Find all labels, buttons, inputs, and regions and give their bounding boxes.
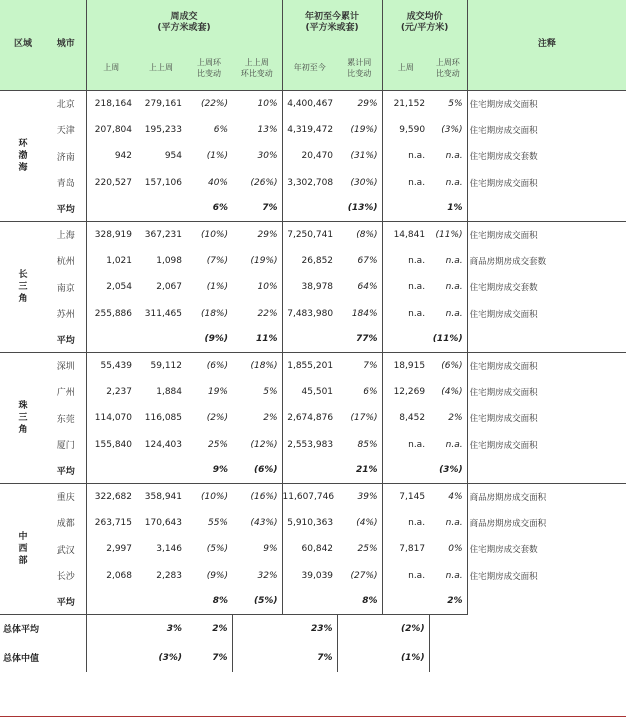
total-yoy: 7% (317, 652, 333, 663)
subheader-pwow-line2: 环比变动 (240, 68, 273, 78)
yoy-change: 6% (363, 386, 378, 397)
price-wow-change: 2% (448, 413, 463, 424)
header-price-unit: (元/平方米) (400, 23, 449, 33)
ytd-value: 26,852 (282, 248, 337, 275)
yoy-change: (30%) (350, 177, 378, 188)
region-char: 西 (18, 543, 28, 554)
header-weekly-unit: (平方米或套) (157, 23, 211, 33)
pwow-change: (16%) (232, 483, 282, 510)
prev-week-value: 59,112 (136, 352, 186, 379)
yoy-change: (27%) (350, 570, 378, 581)
empty-cell (232, 614, 282, 643)
ytd-value: 2,553,983 (282, 432, 337, 459)
region-char: 角 (18, 424, 28, 435)
avg-wow: 6% (212, 203, 228, 214)
prev-week-value: 2,283 (156, 570, 182, 581)
group-average-row (0, 458, 626, 483)
subheader-prev-week: 上上周 (136, 46, 186, 90)
last-week-value: 2,997 (86, 536, 136, 563)
subheader-price-wow-line1: 上周环 (435, 57, 460, 67)
avg-price: 21,152 (382, 90, 429, 117)
avg-pwow: (5%) (254, 596, 278, 607)
note-text: 住宅期房成交面积 (467, 221, 626, 248)
wow-change: 19% (207, 386, 228, 397)
table-row (0, 432, 626, 459)
wow-change: (7%) (206, 255, 228, 266)
empty-cell (86, 458, 136, 483)
city-name: 成都 (56, 519, 75, 530)
header-weekly-group (86, 0, 282, 46)
yoy-change: (19%) (350, 124, 378, 135)
region-char: 三 (18, 281, 28, 292)
price-wow-change: 4% (429, 483, 467, 510)
ytd-value: 7,483,980 (282, 301, 337, 328)
pwow-change: 29% (232, 221, 282, 248)
price-wow-change: n.a. (445, 308, 463, 319)
subheader-wow-line2: 比变动 (197, 68, 221, 78)
note-text: 住宅期房成交面积 (467, 352, 626, 379)
ytd-value: 39,039 (282, 563, 337, 590)
table-row (0, 301, 626, 328)
wow-change: (18%) (200, 308, 228, 319)
empty-cell (136, 589, 186, 614)
region-char: 海 (18, 162, 28, 173)
yoy-change: 25% (357, 544, 378, 555)
prev-week-value: 954 (164, 151, 182, 162)
ytd-value: 20,470 (282, 143, 337, 170)
prev-week-value: 124,403 (144, 439, 182, 450)
header-ytd-title: 年初至今累计 (305, 12, 360, 22)
empty-cell (136, 458, 186, 483)
pwow-change: (43%) (250, 517, 278, 528)
region-label (0, 352, 46, 483)
avg-yoy: (13%) (347, 203, 378, 214)
city-name: 厦门 (56, 441, 75, 452)
note-text: 住宅期房成交面积 (467, 379, 626, 406)
total-wow: 3% (136, 614, 186, 643)
yoy-change: (17%) (350, 413, 378, 424)
last-week-value: 263,715 (86, 510, 136, 537)
prev-week-value: 1,884 (156, 386, 182, 397)
subheader-price-wow (429, 46, 467, 90)
table-row (0, 379, 626, 406)
note-text: 商品房期房成交面积 (467, 510, 626, 537)
wow-change: 25% (207, 439, 228, 450)
avg-wow: (9%) (204, 334, 228, 345)
total-wow: (3%) (158, 652, 182, 663)
note-text: 住宅期房成交面积 (467, 170, 626, 197)
region-label (0, 483, 46, 614)
pwow-change: 10% (232, 90, 282, 117)
prev-week-value: 170,643 (144, 517, 182, 528)
pwow-change: (26%) (250, 177, 278, 188)
price-wow-change: n.a. (445, 255, 463, 266)
table-row (0, 405, 626, 432)
subheader-yoy (337, 46, 382, 90)
ytd-value: 7,250,741 (282, 221, 337, 248)
table-row (0, 221, 626, 248)
region-char: 珠 (18, 400, 28, 411)
avg-price: 7,817 (382, 536, 429, 563)
ytd-value: 45,501 (282, 379, 337, 406)
ytd-value: 4,400,467 (282, 90, 337, 117)
pwow-change: 30% (257, 151, 278, 162)
empty-cell (382, 327, 429, 352)
total-row (0, 643, 626, 672)
subheader-wow (186, 46, 232, 90)
last-week-value: 218,164 (86, 90, 136, 117)
price-wow-change: n.a. (445, 570, 463, 581)
avg-price: n.a. (382, 143, 429, 170)
last-week-value: 2,054 (86, 274, 136, 301)
empty-cell (86, 643, 136, 672)
city-name: 重庆 (46, 483, 86, 510)
wow-change: (10%) (186, 221, 232, 248)
empty-cell (282, 458, 337, 483)
region-char: 环 (18, 138, 28, 149)
wow-change: (1%) (206, 151, 228, 162)
note-text: 住宅期房成交套数 (467, 536, 626, 563)
last-week-value: 328,919 (86, 221, 136, 248)
total-yoy: 23% (282, 614, 337, 643)
yoy-change: 7% (337, 352, 382, 379)
price-wow-change: 0% (448, 544, 463, 555)
last-week-value: 155,840 (86, 432, 136, 459)
ytd-value: 2,674,876 (282, 405, 337, 432)
empty-cell (86, 589, 136, 614)
empty-cell (467, 589, 626, 614)
city-name: 天津 (56, 126, 75, 137)
yoy-change: 85% (357, 439, 378, 450)
pwow-change: 10% (257, 282, 278, 293)
header-price-group (382, 0, 467, 46)
prev-week-value: 311,465 (144, 308, 182, 319)
avg-price-wow: 1% (447, 203, 463, 214)
pwow-change: 5% (263, 386, 278, 397)
last-week-value: 322,682 (86, 483, 136, 510)
wow-change: (5%) (206, 544, 228, 555)
price-wow-change: (6%) (429, 352, 467, 379)
avg-price: n.a. (382, 563, 429, 590)
pwow-change: (12%) (250, 439, 278, 450)
header-price-title: 成交均价 (406, 12, 443, 22)
prev-week-value: 157,106 (144, 177, 182, 188)
price-wow-change: (4%) (441, 386, 463, 397)
wow-change: 6% (213, 124, 228, 135)
table-row (0, 170, 626, 197)
yoy-change: 29% (337, 90, 382, 117)
table-row (0, 90, 626, 117)
last-week-value: 2,237 (86, 379, 136, 406)
avg-price: n.a. (382, 432, 429, 459)
header-city: 城市 (46, 0, 86, 90)
avg-price: 9,590 (382, 117, 429, 144)
total-price-wow: (2%) (382, 614, 429, 643)
region-char: 三 (18, 412, 28, 423)
header-ytd-unit: (平方米或套) (305, 23, 359, 33)
ytd-value: 5,910,363 (282, 510, 337, 537)
subheader-ytd: 年初至今 (282, 46, 337, 90)
price-wow-change: n.a. (445, 517, 463, 528)
ytd-value: 1,855,201 (282, 352, 337, 379)
empty-cell (467, 458, 626, 483)
empty-cell (382, 196, 429, 221)
total-label: 总体中值 (3, 654, 40, 664)
note-text: 住宅期房成交面积 (467, 301, 626, 328)
avg-price: 14,841 (382, 221, 429, 248)
avg-price: 18,915 (382, 352, 429, 379)
wow-change: (1%) (206, 282, 228, 293)
header-note: 注释 (467, 0, 626, 90)
region-char: 长 (18, 269, 28, 280)
yoy-change: (8%) (337, 221, 382, 248)
city-name: 广州 (56, 388, 75, 399)
subheader-last-week: 上周 (86, 46, 136, 90)
avg-wow: 9% (212, 465, 228, 476)
city-name: 深圳 (46, 352, 86, 379)
last-week-value: 1,021 (86, 248, 136, 275)
price-wow-change: (3%) (441, 124, 463, 135)
price-wow-change: 5% (429, 90, 467, 117)
bottom-rule (0, 716, 626, 717)
subheader-pwow (232, 46, 282, 90)
avg-price-wow: (11%) (432, 334, 463, 345)
wow-change: (10%) (186, 483, 232, 510)
note-text: 商品房期房成交面积 (467, 483, 626, 510)
avg-price: n.a. (382, 274, 429, 301)
prev-week-value: 116,085 (144, 413, 182, 424)
average-label: 平均 (56, 204, 75, 215)
yoy-change: 39% (337, 483, 382, 510)
subheader-yoy-line2: 比变动 (347, 68, 372, 78)
empty-cell (232, 643, 282, 672)
pwow-change: 32% (257, 570, 278, 581)
empty-cell (429, 643, 467, 672)
ytd-value: 38,978 (282, 274, 337, 301)
region-char: 角 (18, 293, 28, 304)
note-text: 住宅期房成交面积 (467, 90, 626, 117)
wow-change: 40% (207, 177, 228, 188)
region-char: 中 (18, 531, 28, 542)
average-label: 平均 (56, 466, 75, 477)
last-week-value: 114,070 (86, 405, 136, 432)
wow-change: (9%) (206, 570, 228, 581)
avg-price: n.a. (382, 170, 429, 197)
subheader-yoy-line1: 累计同 (347, 57, 372, 67)
total-label: 总体平均 (0, 614, 86, 643)
group-average-row (0, 196, 626, 221)
region-char: 部 (18, 555, 28, 566)
avg-price: n.a. (382, 301, 429, 328)
total-pwow: 7% (212, 652, 228, 663)
pwow-change: 22% (257, 308, 278, 319)
price-wow-change: (11%) (429, 221, 467, 248)
note-text: 住宅期房成交套数 (467, 274, 626, 301)
empty-cell (282, 327, 337, 352)
table-row (0, 274, 626, 301)
price-wow-change: n.a. (445, 439, 463, 450)
pwow-change: (18%) (232, 352, 282, 379)
prev-week-value: 195,233 (144, 124, 182, 135)
wow-change: (22%) (186, 90, 232, 117)
wow-change: (2%) (206, 413, 228, 424)
avg-pwow: (6%) (254, 465, 278, 476)
city-name: 北京 (46, 90, 86, 117)
note-text: 住宅期房成交面积 (467, 563, 626, 590)
empty-cell (382, 589, 429, 614)
table-row (0, 248, 626, 275)
average-label: 平均 (56, 597, 75, 608)
empty-cell (467, 196, 626, 221)
price-wow-change: n.a. (445, 177, 463, 188)
avg-yoy: 8% (362, 596, 378, 607)
subheader-price-wow-line2: 比变动 (435, 68, 460, 78)
city-name: 杭州 (56, 257, 75, 268)
empty-cell (86, 196, 136, 221)
prev-week-value: 358,941 (136, 483, 186, 510)
subheader-wow-line1: 上周环 (197, 57, 221, 67)
pwow-change: 13% (257, 124, 278, 135)
empty-cell (429, 614, 467, 643)
avg-yoy: 21% (356, 465, 378, 476)
subheader-price-last: 上周 (382, 46, 429, 90)
wow-change: (6%) (186, 352, 232, 379)
group-average-row (0, 589, 626, 614)
empty-cell (86, 614, 136, 643)
table-row (0, 483, 626, 510)
avg-price: n.a. (382, 510, 429, 537)
empty-cell (337, 643, 382, 672)
last-week-value: 942 (86, 143, 136, 170)
empty-cell (282, 196, 337, 221)
empty-cell (136, 196, 186, 221)
city-name: 青岛 (56, 179, 75, 190)
yoy-change: (31%) (350, 151, 378, 162)
yoy-change: 64% (357, 282, 378, 293)
empty-cell (86, 327, 136, 352)
empty-cell (282, 589, 337, 614)
header-region: 区域 (0, 0, 46, 90)
average-label: 平均 (56, 335, 75, 346)
last-week-value: 55,439 (86, 352, 136, 379)
price-wow-change: n.a. (445, 151, 463, 162)
price-wow-change: n.a. (445, 282, 463, 293)
last-week-value: 207,804 (86, 117, 136, 144)
note-text: 住宅期房成交面积 (467, 432, 626, 459)
table-row (0, 143, 626, 170)
table-row (0, 117, 626, 144)
pwow-change: 9% (263, 544, 278, 555)
city-name: 上海 (46, 221, 86, 248)
yoy-change: (4%) (356, 517, 378, 528)
region-label (0, 90, 46, 221)
avg-price: 12,269 (382, 379, 429, 406)
prev-week-value: 2,067 (156, 282, 182, 293)
city-name: 苏州 (56, 310, 75, 321)
total-pwow: 2% (186, 614, 232, 643)
avg-price: n.a. (382, 248, 429, 275)
last-week-value: 255,886 (86, 301, 136, 328)
header-weekly-title: 周成交 (170, 12, 198, 22)
city-name: 武汉 (56, 545, 75, 556)
avg-price: 7,145 (382, 483, 429, 510)
subheader-pwow-line1: 上上周 (244, 57, 269, 67)
empty-cell (337, 614, 382, 643)
prev-week-value: 1,098 (156, 255, 182, 266)
note-text: 住宅期房成交套数 (467, 143, 626, 170)
yoy-change: 67% (357, 255, 378, 266)
note-text: 商品房期房成交套数 (467, 248, 626, 275)
last-week-value: 2,068 (86, 563, 136, 590)
avg-price-wow: (3%) (439, 465, 463, 476)
ytd-value: 4,319,472 (282, 117, 337, 144)
table-row (0, 510, 626, 537)
empty-cell (382, 458, 429, 483)
wow-change: 55% (207, 517, 228, 528)
table-row (0, 352, 626, 379)
note-text: 住宅期房成交面积 (467, 405, 626, 432)
prev-week-value: 367,231 (136, 221, 186, 248)
header-ytd-group (282, 0, 382, 46)
empty-cell (467, 327, 626, 352)
yoy-change: 184% (351, 308, 378, 319)
empty-cell (136, 327, 186, 352)
total-price-wow: (1%) (401, 652, 425, 663)
pwow-change: 2% (263, 413, 278, 424)
avg-wow: 8% (212, 596, 228, 607)
city-name: 长沙 (56, 572, 75, 583)
city-name: 东莞 (56, 414, 75, 425)
total-row (0, 614, 626, 643)
table-row (0, 536, 626, 563)
ytd-value: 60,842 (282, 536, 337, 563)
prev-week-value: 3,146 (156, 544, 182, 555)
ytd-value: 3,302,708 (282, 170, 337, 197)
note-text: 住宅期房成交面积 (467, 117, 626, 144)
ytd-value: 11,607,746 (282, 483, 337, 510)
city-name: 济南 (56, 152, 75, 163)
region-label (0, 221, 46, 352)
avg-pwow: 7% (262, 203, 278, 214)
prev-week-value: 279,161 (136, 90, 186, 117)
avg-price: 8,452 (382, 405, 429, 432)
group-average-row (0, 327, 626, 352)
avg-yoy: 77% (356, 334, 378, 345)
avg-price-wow: 2% (447, 596, 463, 607)
region-char: 渤 (18, 150, 28, 161)
last-week-value: 220,527 (86, 170, 136, 197)
table-row (0, 563, 626, 590)
avg-pwow: 11% (256, 334, 278, 345)
city-name: 南京 (56, 283, 75, 294)
pwow-change: (19%) (250, 255, 278, 266)
